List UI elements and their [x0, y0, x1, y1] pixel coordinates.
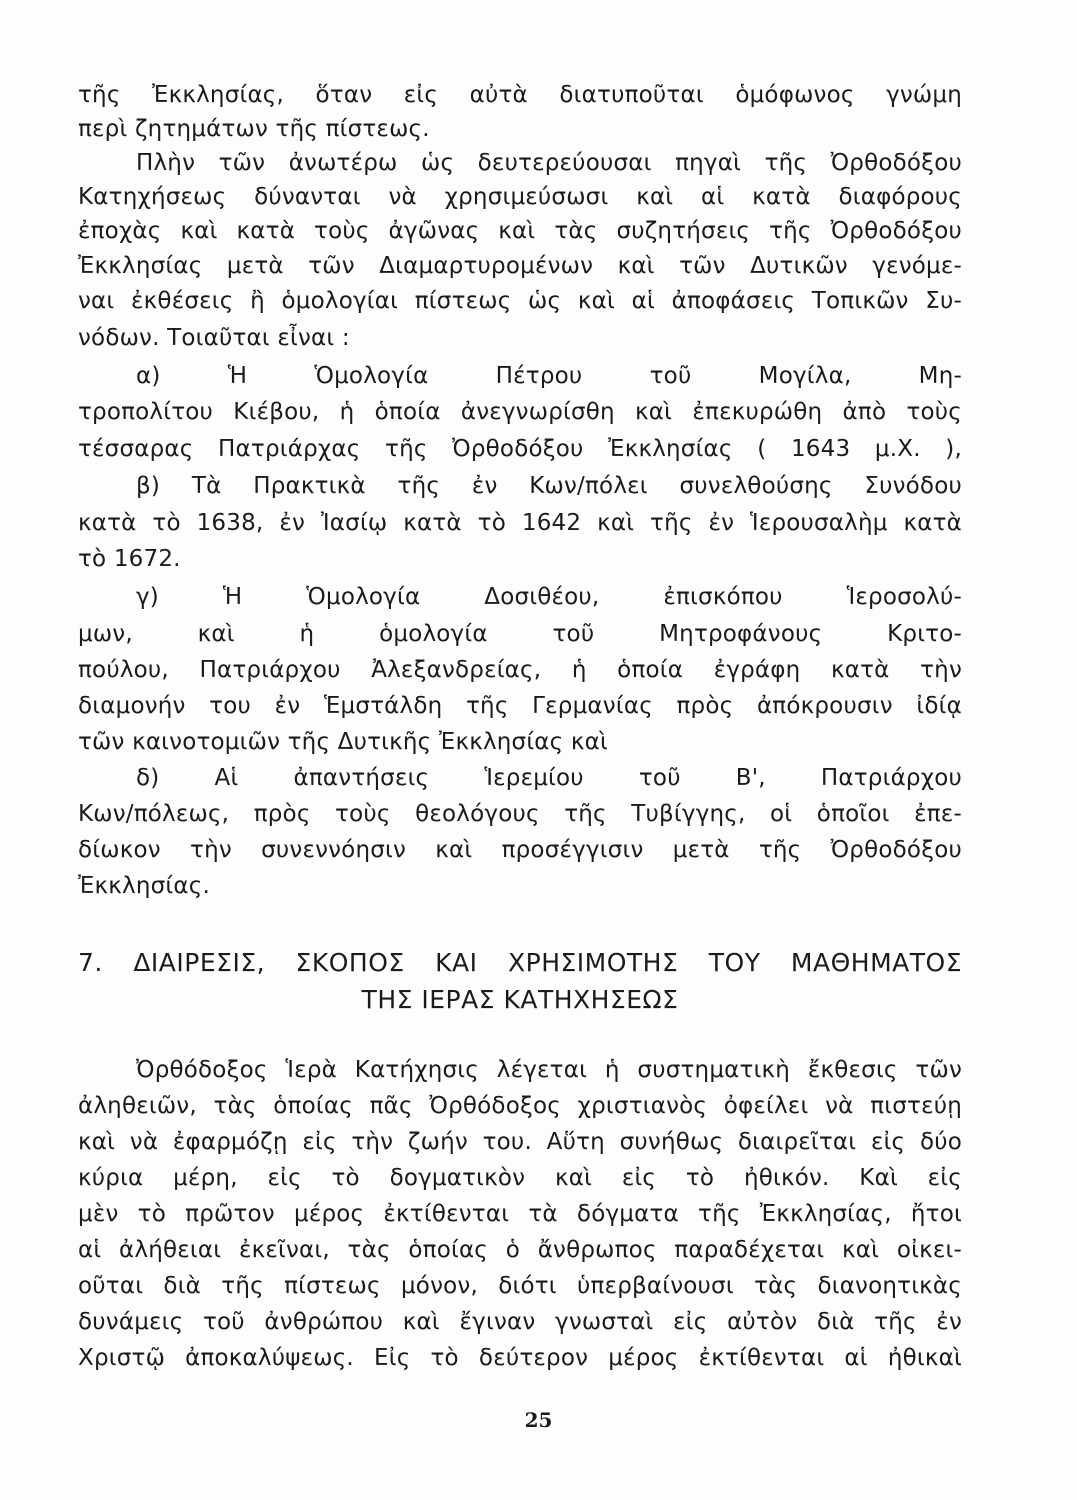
text-line: τέσσαρας Πατριάρχας τῆς Ὀρθοδόξου Ἐκκλησίας ( 1643 μ.Χ. ), — [78, 436, 962, 462]
section-heading-line-1: 7. ΔΙΑΙΡΕΣΙΣ, ΣΚΟΠΟΣ ΚΑΙ ΧΡΗΣΙΜΟΤΗΣ ΤΟΥ ΜΑΘΗΜΑΤΟΣ — [78, 948, 962, 977]
text-line: Ὀρθόδοξος Ἱερὰ Κατήχησις λέγεται ἡ συστηματικὴ ἔκθεσις τῶν — [136, 1057, 962, 1083]
text-line: πούλου, Πατριάρχου Ἀλεξανδρείας, ἡ ὁποία ἐγράφη κατὰ τὴν — [78, 657, 962, 683]
text-line: οῦται διὰ τῆς πίστεως μόνον, διότι ὑπερβαίνουσι τὰς διανοητικὰς — [78, 1273, 962, 1299]
text-line: Κατηχήσεως δύνανται νὰ χρησιμεύσωσι καὶ αἱ κατὰ διαφόρους — [78, 184, 962, 210]
page-number: 25 — [524, 1408, 553, 1432]
list-item-alpha: α) Ἡ Ὁμολογία Πέτρου τοῦ Μογίλα, Μη- — [136, 363, 962, 389]
text-line: μὲν τὸ πρῶτον μέρος ἐκτίθενται τὰ δόγματα τῆς Ἐκκλησίας, ἤτοι — [78, 1201, 962, 1227]
text-line: τὸ 1672. — [78, 546, 181, 572]
text-line: Πλὴν τῶν ἀνωτέρω ὡς δευτερεύουσαι πηγαὶ τῆς Ὀρθοδόξου — [136, 150, 962, 176]
text-line: αἱ ἀλήθειαι ἐκεῖναι, τὰς ὁποίας ὁ ἄνθρωπος παραδέχεται καὶ οἰκει- — [78, 1237, 962, 1263]
text-line: ἐποχὰς καὶ κατὰ τοὺς ἀγῶνας καὶ τὰς συζητήσεις τῆς Ὀρθοδόξου — [78, 218, 962, 244]
text-line: κατὰ τὸ 1638, ἐν Ἰασίῳ κατὰ τὸ 1642 καὶ τῆς ἐν Ἱερουσαλὴμ κατὰ — [78, 510, 962, 536]
text-line: δίωκον τὴν συνεννόησιν καὶ προσέγγισιν μετὰ τῆς Ὀρθοδόξου — [78, 837, 962, 863]
text-line: τῆς Ἐκκλησίας, ὅταν εἰς αὐτὰ διατυποῦται ὁμόφωνος γνώμη — [78, 82, 962, 108]
text-line: διαμονήν του ἐν Ἑμστάλδη τῆς Γερμανίας πρὸς ἀπόκρουσιν ἰδίᾳ — [78, 693, 962, 719]
list-item-delta: δ) Αἱ ἀπαντήσεις Ἱερεμίου τοῦ Β', Πατριάρχου — [136, 765, 962, 791]
text-line: μων, καὶ ἡ ὁμολογία τοῦ Μητροφάνους Κριτο- — [78, 621, 962, 647]
list-item-gamma: γ) Ἡ Ὁμολογία Δοσιθέου, ἐπισκόπου Ἱεροσολύ- — [136, 584, 962, 610]
list-item-beta: β) Τὰ Πρακτικὰ τῆς ἐν Κων/πόλει συνελθούσης Συνόδου — [136, 473, 962, 499]
section-heading-line-2: ΤΗΣ ΙΕΡΑΣ ΚΑΤΗΧΗΣΕΩΣ — [361, 985, 679, 1014]
text-line: Ἐκκλησίας. — [78, 873, 210, 899]
text-line: ἀληθειῶν, τὰς ὁποίας πᾶς Ὀρθόδοξος χριστιανὸς ὀφείλει νὰ πιστεύῃ — [78, 1093, 962, 1119]
text-line: περὶ ζητημάτων τῆς πίστεως. — [78, 116, 430, 142]
text-line: νόδων. Τοιαῦται εἶναι : — [78, 325, 350, 351]
text-line: τῶν καινοτομιῶν τῆς Δυτικῆς Ἐκκλησίας καὶ — [78, 729, 608, 755]
text-line: δυνάμεις τοῦ ἀνθρώπου καὶ ἔγιναν γνωσταὶ εἰς αὐτὸν διὰ τῆς ἐν — [78, 1309, 962, 1335]
text-line: τροπολίτου Κιέβου, ἡ ὁποία ἀνεγνωρίσθη καὶ ἐπεκυρώθη ἀπὸ τοὺς — [78, 399, 962, 425]
text-line: Κων/πόλεως, πρὸς τοὺς θεολόγους τῆς Τυβίγγης, οἱ ὁποῖοι ἐπε- — [78, 801, 962, 827]
text-line: καὶ νὰ ἐφαρμόζῃ εἰς τὴν ζωήν του. Αὕτη συνήθως διαιρεῖται εἰς δύο — [78, 1129, 962, 1155]
text-line: κύρια μέρη, εἰς τὸ δογματικὸν καὶ εἰς τὸ ἠθικόν. Καὶ εἰς — [78, 1165, 962, 1191]
text-line: Χριστῷ ἀποκαλύψεως. Εἰς τὸ δεύτερον μέρος ἐκτίθενται αἱ ἠθικαὶ — [78, 1345, 962, 1371]
text-line: Ἐκκλησίας μετὰ τῶν Διαμαρτυρομένων καὶ τῶν Δυτικῶν γενόμε- — [78, 253, 962, 279]
text-line: ναι ἐκθέσεις ἢ ὁμολογίαι πίστεως ὡς καὶ αἱ ἀποφάσεις Τοπικῶν Συ- — [78, 288, 962, 314]
